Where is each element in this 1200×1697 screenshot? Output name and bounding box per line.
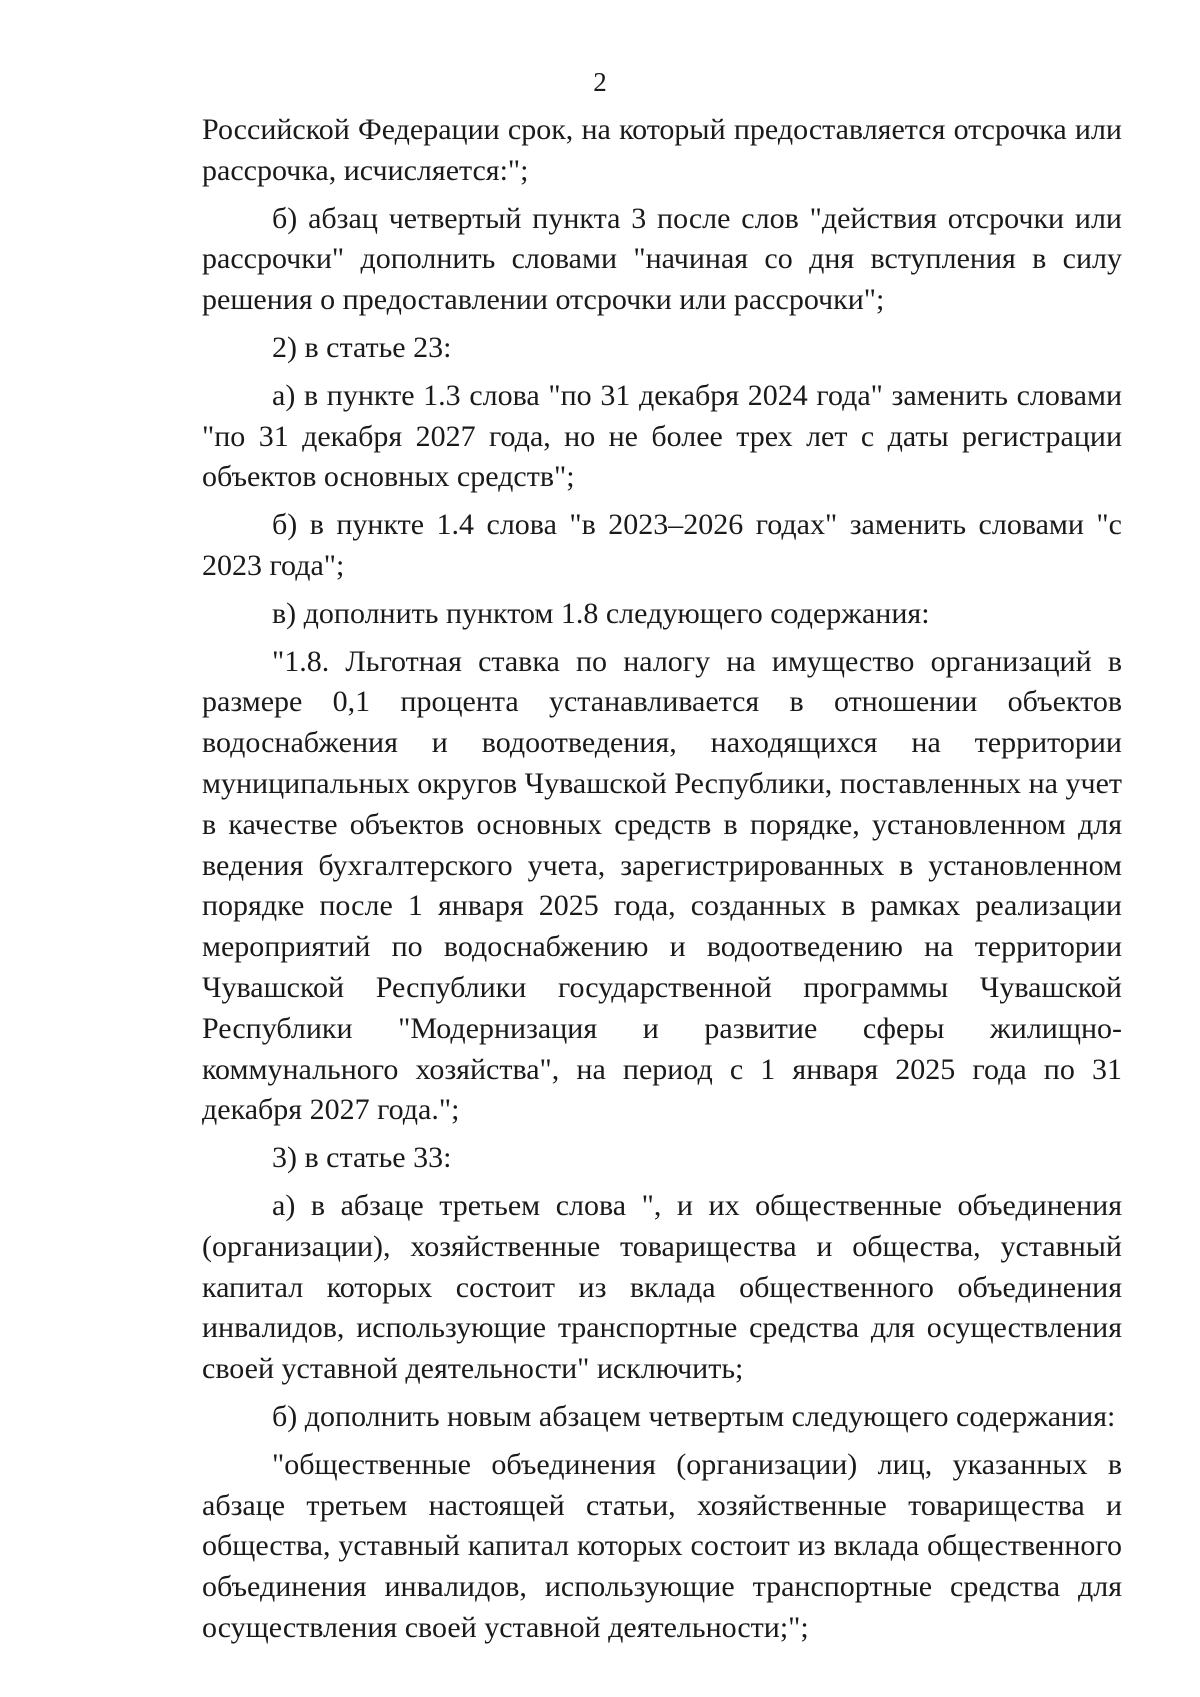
paragraph-item-2b: б) в пункте 1.4 слова "в 2023–2026 годах" заменить словами "с 2023 года"; (202, 508, 1122, 582)
paragraph-item-1b: б) абзац четвертый пункта 3 после слов "действия отсрочки или рассрочки" дополнить словами "начиная со дня вступления в силу решения о предоставлении отсрочки или рассрочки"; (202, 201, 1122, 317)
paragraph-item-2c: в) дополнить пунктом 1.8 следующего содержания: (272, 596, 930, 630)
document-body (202, 110, 1122, 1649)
paragraph-item-3a: а) в абзаце третьем слова ", и их общественные объединения (организации), хозяйственные товарищества и общества, уставный капитал которых состоит из вклада общественного объединения инвалидов, использующие транспортные средства для осуществления своей уставной деятельности" исключить; (202, 1188, 1122, 1386)
paragraph-item-3: 3) в статье 33: (272, 1141, 452, 1175)
paragraph-new-abzac-quote: "общественные объединения (организации) лиц, указанных в абзаце третьем настоящей статьи, хозяйственные товарищества и общества, уставный капитал которых состоит из вклада общественного объединения инвалидов, использующие транспортные средства для осуществления своей уставной деятельности;"; (202, 1447, 1122, 1644)
paragraph-continuation: Российской Федерации срок, на который предоставляется отсрочка или рассрочка, исчисляется:"; (202, 113, 1122, 187)
paragraph-item-1-8-quote: "1.8. Льготная ставка по налогу на имущество организаций в размере 0,1 процента устанавливается в отношении объектов водоснабжения и водоотведения, находящихся на территории муниципальных округов Чувашской Республики, поставленных на учет в качестве объектов основных средств в порядке, установленном для ведения бухгалтерского учета, зарегистрированных в установленном порядке после 1 января 2025 года, созданных в рамках реализации мероприятий по водоснабжению и водоотведению на территории Чувашской Республики государственной программы Чувашской Республики "Модернизация и развитие сферы жилищно-коммунального хозяйства", на период с 1 января 2025 года по 31 декабря 2027 года."; (202, 644, 1122, 1127)
page-number: 2 (593, 67, 607, 97)
paragraph-item-2: 2) в статье 23: (272, 330, 452, 364)
paragraph-item-2a: а) в пункте 1.3 слова "по 31 декабря 2024 года" заменить словами "по 31 декабря 2027 года, но не более трех лет с даты регистрации объектов основных средств"; (202, 378, 1122, 494)
paragraph-item-3b: б) дополнить новым абзацем четвертым следующего содержания: (272, 1399, 1116, 1433)
